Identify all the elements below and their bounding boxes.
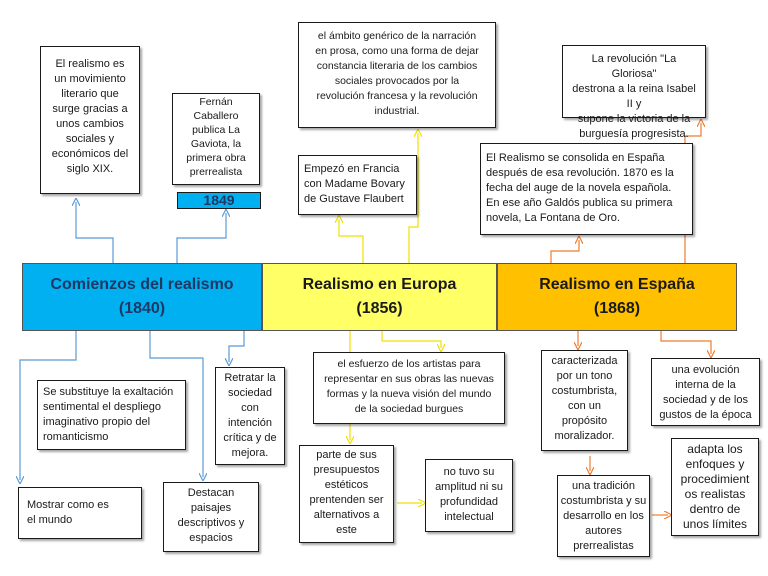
arrow-to-1849-year: [177, 213, 226, 263]
text-line: industrial.: [374, 105, 420, 117]
text-line: intelectual: [444, 511, 494, 523]
text-line: Fernán: [199, 96, 233, 108]
text-line: el ámbito genérico de la narración: [317, 30, 477, 42]
text-line: autores: [585, 525, 622, 537]
text-line: alternativos a: [313, 509, 380, 521]
text-line: el mundo: [27, 514, 73, 526]
text-line: una tradición: [572, 480, 635, 492]
text-line: paisajes: [190, 502, 232, 514]
text-line: prerrealistas: [573, 540, 634, 552]
text-line: representar en sus obras las nuevas: [324, 373, 494, 385]
text-line: mejora.: [231, 447, 269, 459]
text-line: con: [241, 402, 259, 414]
text-line: sentimental el despliego: [43, 401, 162, 413]
note-evolucion-interna: [651, 358, 760, 426]
arrow-to-realism-definition: [76, 202, 113, 263]
arrow-to-evolucion-interna: [661, 331, 711, 354]
note-amplitud-profundidad: [425, 459, 513, 532]
text-line: sociales y: [65, 133, 115, 145]
text-line: interna de la: [675, 379, 736, 391]
text-line: este: [336, 524, 357, 536]
text-line: El realismo es: [55, 58, 125, 70]
arrow-to-retratar: [229, 331, 244, 362]
text-line: sociedad y de los: [663, 394, 748, 406]
text-line: Mostrar como es: [27, 499, 109, 511]
note-exaltacion-sentimental: [37, 380, 186, 450]
text-line: económicos del: [51, 148, 129, 160]
note-esfuerzo-artistas: [313, 352, 505, 424]
text-line: Destacan: [187, 487, 235, 499]
text-line: espacios: [189, 532, 233, 544]
text-line: costumbrista y su: [560, 495, 647, 507]
note-paisajes-descriptivos: [163, 482, 259, 552]
text-line: novela, La Fontana de Oro.: [486, 212, 620, 224]
text-line: estéticos: [324, 479, 369, 491]
text-line: costumbrista,: [551, 385, 618, 397]
text-line: siglo XIX.: [66, 163, 114, 175]
text-line: dentro de: [689, 502, 741, 516]
text-line: sociedad: [227, 387, 273, 399]
text-line: literario que: [61, 88, 119, 100]
text-line: destrona a la reina Isabel II y: [572, 83, 696, 110]
text-line: romanticismo: [43, 431, 109, 443]
text-line: formas y la nueva visión del mundo: [326, 388, 492, 400]
text-line: amplitud ni su: [435, 481, 503, 493]
period-band-comienzos: [22, 263, 262, 331]
text-line: un movimiento: [54, 73, 126, 85]
text-line: gustos de la época: [659, 409, 752, 421]
text-line: Se substituye la exaltación: [43, 386, 174, 398]
period-title: Comienzos del realismo: [50, 276, 234, 293]
text-line: prentenden ser: [309, 494, 384, 506]
text-line: En ese año Galdós publica su primera: [486, 197, 673, 209]
note-caracterizada: [541, 350, 628, 451]
text-line: con un: [567, 400, 602, 412]
text-line: adapta los: [687, 442, 743, 456]
text-line: presupuestos: [313, 464, 380, 476]
note-flaubert: [298, 155, 417, 215]
text-line: Gaviota, la: [190, 138, 242, 150]
arrow-to-consolida-espana: [551, 240, 579, 263]
text-line: crítica y de: [223, 432, 277, 444]
text-line: procedimient: [680, 472, 750, 486]
text-line: de la sociedad burgues: [354, 403, 464, 415]
text-line: desarrollo en los: [563, 510, 644, 522]
text-line: caracterizada: [551, 355, 618, 367]
text-line: profundidad: [439, 496, 499, 508]
text-line: fecha del auge de la novela española.: [486, 182, 672, 194]
note-retratar-sociedad: [215, 367, 285, 465]
text-line: primera obra: [186, 152, 246, 164]
arrow-to-esfuerzo-artistas: [382, 331, 441, 348]
period-band-espana: [497, 263, 737, 331]
text-line: Caballero: [193, 110, 239, 122]
text-line: constancia literaria de los cambios: [316, 60, 478, 72]
period-band-europa: [262, 263, 497, 331]
text-line: Empezó en Francia: [304, 163, 400, 175]
note-tradicion-costumbrista: [557, 475, 650, 557]
note-consolida-espana: [480, 143, 693, 235]
text-line: enfoques y: [685, 457, 745, 471]
text-line: no tuvo su: [443, 466, 495, 478]
text-line: unos cambios: [56, 118, 124, 130]
note-la-gloriosa: [562, 45, 706, 140]
text-line: 1849: [203, 192, 235, 208]
period-title: Realismo en Europa: [302, 276, 457, 293]
text-line: supone la victoria de la: [577, 113, 691, 125]
text-line: intención: [227, 417, 273, 429]
text-line: con Madame Bovary: [304, 178, 405, 190]
text-line: os realistas: [684, 487, 746, 501]
text-line: La revolución "La Gloriosa": [591, 53, 677, 80]
text-line: una evolución: [671, 364, 740, 376]
text-line: parte de sus: [316, 449, 377, 461]
text-line: de Gustave Flaubert: [304, 193, 404, 205]
text-line: publica La: [192, 124, 240, 136]
period-year: (1868): [593, 300, 641, 317]
text-line: imaginativo propio del: [43, 416, 151, 428]
text-line: prerrealista: [189, 166, 243, 178]
year-1849-label: [177, 192, 261, 209]
text-line: Retratar la: [224, 372, 276, 384]
text-line: descriptivos y: [177, 517, 245, 529]
note-mostrar-mundo: [18, 487, 142, 539]
text-line: surge gracias a: [52, 103, 128, 115]
text-line: en prosa, como una forma de dejar: [315, 45, 479, 57]
text-line: propósito: [561, 415, 608, 427]
text-line: El Realismo se consolida en España: [486, 152, 665, 164]
text-line: moralizador.: [554, 430, 615, 442]
period-year: (1856): [356, 300, 403, 317]
text-line: sociales provocados por la: [334, 75, 460, 87]
period-title: Realismo en España: [539, 276, 695, 293]
text-line: unos límites: [682, 517, 748, 531]
note-presupuestos-esteticos: [299, 445, 394, 543]
note-ambito-generico: [298, 22, 496, 128]
text-line: burguesía progresista.: [579, 128, 689, 140]
period-year: (1840): [118, 300, 166, 317]
text-line: revolución francesa y la revolución: [316, 90, 478, 102]
note-realism-definition: [40, 46, 140, 194]
note-adapta-enfoques: [671, 438, 759, 536]
text-line: por un tono: [556, 370, 613, 382]
arrow-to-flaubert: [339, 219, 363, 263]
note-fernan-caballero: [172, 93, 260, 185]
text-line: el esfuerzo de los artistas para: [337, 358, 481, 370]
text-line: después de esa revolución. 1870 es la: [486, 167, 674, 179]
